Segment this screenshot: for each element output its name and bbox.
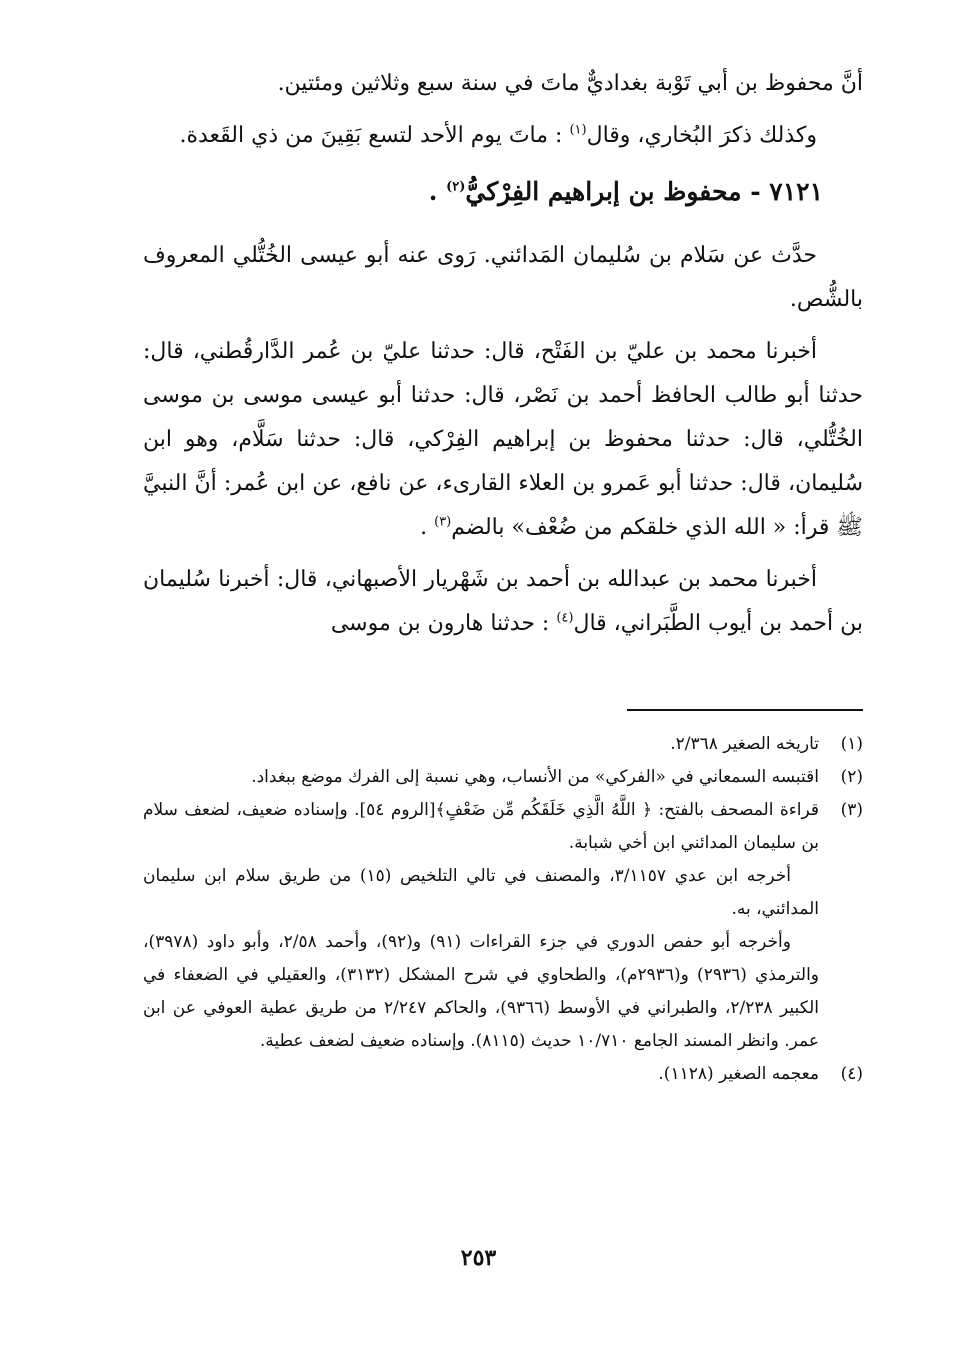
footnote-number: (٢) — [840, 767, 863, 787]
footnote-text: اقتبسه السمعاني في «الفركي» من الأنساب، وهي نسبة إلى الفرك موضع ببغداد. — [251, 767, 819, 787]
footnote-text: تاريخه الصغير ٢/٣٦٨. — [670, 734, 819, 754]
entry-title: ٧١٢١ - محفوظ بن إبراهيم الفِرْكيُّ — [465, 177, 823, 206]
main-text — [143, 62, 863, 654]
page-number: ٢٥٣ — [460, 1245, 497, 1271]
paragraph-3: حدَّث عن سَلام بن سُليمان المَدائني. رَوى عنه أبو عيسى الخُتُّلي المعروف بالشُّص. — [143, 243, 863, 312]
paragraph-4-tail: . — [420, 515, 435, 540]
footnote-text: وأخرجه أبو حفص الدوري في جزء القراءات (٩١) و(٩٢)، وأحمد ٢/٥٨، وأبو داود (٣٩٧٨)، والترمذي (٢٩٣٦) و(٢٩٣٦م)، والطحاوي في شرح المشكل (٣١٣٢)، والعقيلي في الضعفاء في الكبير ٢/٢٣٨، والطبراني في الأوسط (٩٣٦٦)، والحاكم ٢/٢٤٧ من طريق عطية العوفي عن ابن عمر. وانظر المسند الجامع ١٠/٧١٠ حديث (٨١١٥). وإسناده ضعيف لضعف عطية. — [143, 932, 819, 1051]
footnote-number: (٣) — [840, 800, 863, 820]
paragraph-2-text: وكذلك ذكرَ البُخاري، وقال — [586, 123, 817, 148]
footnote-ref-2[interactable]: (٢) — [446, 179, 466, 195]
paragraph-1: أنَّ محفوظ بن أبي تَوْبة بغداديٌّ ماتَ في سنة سبع وثلاثين ومئتين. — [277, 71, 863, 96]
footnote-3 — [143, 794, 863, 1058]
paragraph-5-text: أخبرنا محمد بن عبدالله بن أحمد بن شَهْريار الأصبهاني، قال: أخبرنا سُليمان بن أحمد بن أيوب الطَّبَراني، قال — [143, 567, 863, 636]
footnote-text: أخرجه ابن عدي ٣/١١٥٧، والمصنف في تالي التلخيص (١٥) من طريق سلام ابن سليمان المدائني، به. — [143, 866, 819, 919]
footnote-separator — [627, 709, 863, 711]
paragraph-4-text: أخبرنا محمد بن عليّ بن الفَتْح، قال: حدثنا عليّ بن عُمر الدَّارقُطني، قال: حدثنا أبو طالب الحافظ أحمد بن نَصْر، قال: حدثنا أبو عيسى موسى بن موسى الخُتُّلي، قال: حدثنا محفوظ بن إبراهيم الفِرْكي، قال: حدثنا سَلَّام، وهو ابن سُليمان، قال: حدثنا أبو عَمرو بن العلاء القارىء، عن نافع، عن ابن عُمر: أنَّ النبيَّ ﷺ قرأ: « الله الذي خلقكم من ضُعْف» بالضم — [143, 339, 863, 540]
paragraph-2-tail: : ماتَ يوم الأحد لتسع بَقِينَ من ذي القَعدة. — [179, 123, 570, 148]
footnote-number: (١) — [840, 734, 863, 754]
footnote-ref-1[interactable]: (١) — [569, 122, 587, 138]
footnote-ref-3[interactable]: (٣) — [434, 514, 452, 530]
footnote-ref-4[interactable]: (٤) — [556, 610, 574, 626]
paragraph-5-tail: : حدثنا هارون بن موسى — [330, 611, 557, 636]
paragraph-4 — [143, 330, 863, 550]
footnotes — [143, 728, 863, 1091]
paragraph-5 — [143, 558, 863, 646]
footnote-4 — [143, 1058, 863, 1091]
entry-tail: . — [428, 177, 447, 206]
entry-heading — [143, 166, 823, 218]
footnote-1 — [143, 728, 863, 761]
footnote-text: معجمه الصغير (١١٢٨). — [658, 1064, 819, 1084]
footnote-number: (٤) — [840, 1064, 863, 1084]
footnote-text: قراءة المصحف بالفتح: ﴿ اللَّهُ الَّذِي خَلَقَكُم مِّن ضَعْفٍ﴾[الروم ٥٤]. وإسناده ضعيف، لضعف سلام بن سليمان المدائني ابن أخي شبابة. — [143, 800, 819, 853]
footnote-2 — [143, 761, 863, 794]
paragraph-2 — [143, 114, 863, 158]
